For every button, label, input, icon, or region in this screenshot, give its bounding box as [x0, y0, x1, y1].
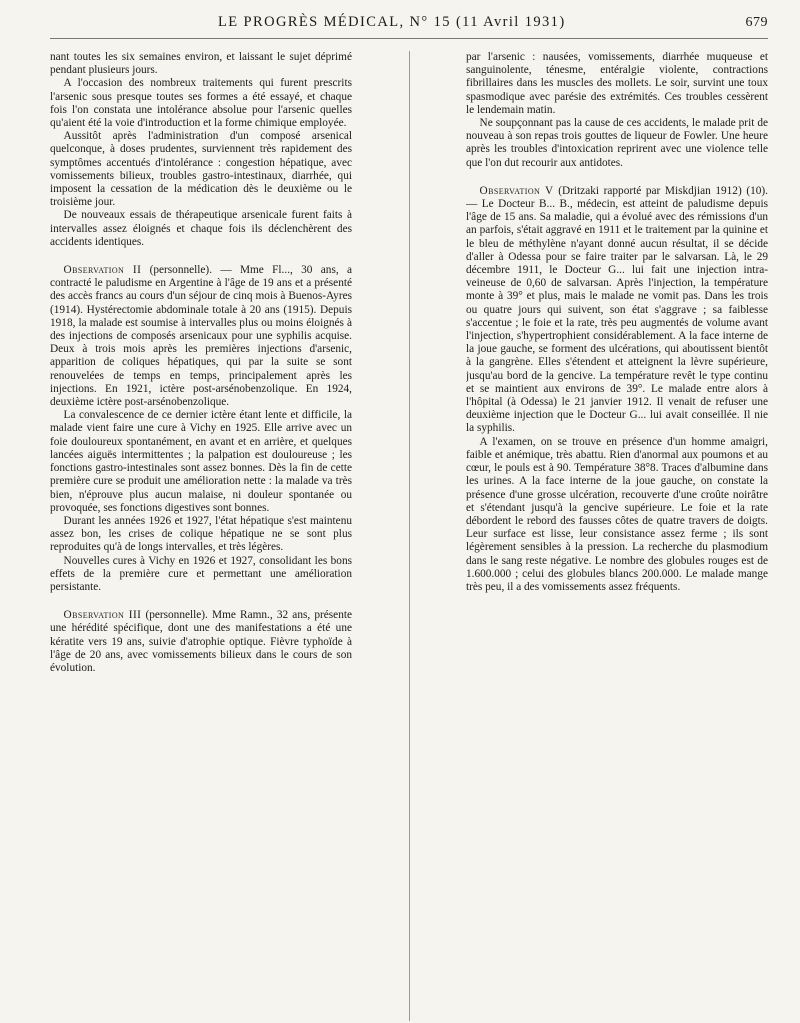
body-paragraph: Durant les années 1926 et 1927, l'état hépatique s'est maintenu assez bon, les crises de colique hépatique ne se sont plus reproduites qu'à de longs intervalles, et très légères. [50, 514, 352, 554]
body-paragraph: Aussitôt après l'administration d'un composé arsenical quelconque, à doses prudentes, surviennent très rapidement des symptômes accentués d'intolérance : congestion hépatique, avec vomissements bilieux, troubles gastro-intestinaux, diarrhée, qui imposent la cessation de la médication dès le deuxième ou le troisième jour. [50, 130, 352, 209]
left-column [50, 51, 352, 1021]
observation-text: (Dritzaki rapporté par Miskdjian 1912) (10). — Le Docteur B... B., médecin, est atteint de paludisme depuis l'âge de 15 ans. Sa maladie, qui a évolué avec des rémissions d'un an parfois, s'était aggravé en 1911 et le traitement par la quinine et le bleu de méthylène n'ayant donné aucun résultat, il se décide d'aller à Odessa pour se faire traiter par le salvarsan. Là, le 29 décembre 1911, le Docteur G... lui fait une injection intra-veineuse de 0,60 de salvarsan. Après l'injection, la température monte à 39° et plus, mais le malade ne vomit pas. Dans les trois ou quatre jours qui suivent, son état s'aggrave ; sa faiblesse s'accentue ; le foie et la rate, très peu augmentés de volume avant l'injection, s'hypertrophient considérablement. A la face interne de la joue gauche, se forment des ulcérations, qui aboutissent bientôt à la gangrène. Elles s'étendent et atteignent la lèvre supérieure, jusqu'au bord de la gencive. La température revêt le type continu et se maintient aux environs de 39°. Le malade entre alors à l'hôpital (à Odessa) le 21 janvier 1912. Il venait de refuser une deuxième injection que le Docteur G... lui avait conseillée. Il nie la syphilis. [466, 184, 768, 435]
column-divider [409, 51, 410, 1021]
observation-3 [50, 609, 352, 675]
body-paragraph: Ne soupçonnant pas la cause de ces accidents, le malade prit de nouveau à son repas trois gouttes de liqueur de Fowler. Une heure après les troubles d'intoxication reprirent avec une violence telle que l'on dut recourir aux antidotes. [466, 117, 768, 169]
observation-label: Observation III [63, 609, 142, 622]
observation-text: (personnelle). Mme Ramn., 32 ans, présente une hérédité spécifique, dont une des manifestations a été une kératite vers 19 ans, suivie d'atrophie optique. Fièvre typhoïde à l'âge de 20 ans, avec vomissements bilieux dans le cours de son évolution. [50, 609, 352, 674]
observation-2 [50, 264, 352, 409]
page-number: 679 [745, 15, 768, 30]
body-paragraph: A l'occasion des nombreux traitements qui furent prescrits l'arsenic sous presque toutes ses formes a été essayé, et chaque fois l'on constata une intolérance absolue pour l'arsenic quelles qu'aient été la voie d'introduction et la forme chimique employée. [50, 77, 352, 130]
observation-label: Observation II [63, 264, 142, 277]
right-column [466, 51, 768, 1021]
body-paragraph: A l'examen, on se trouve en présence d'un homme amaigri, faible et anémique, très abattu. Rien d'anormal aux poumons et au cœur, le pouls est à 90. Température 38°8. Traces d'albumine dans les urines. A la face interne de la joue gauche, on constate la présence d'une grosse ulcération, recouverte d'une croûte noirâtre et s'étendant jusqu'à la gencive supérieure. Le foie et la rate débordent le rebord des fausses côtes de quatre travers de doigts. Leur surface est lisse, leur consistance assez ferme ; ils sont légèrement sensibles à la pression. La recherche du plasmodium dans le sang reste négative. Le nombre des globules rouges est de 1.600.000 ; celui des globules blancs 200.000. Le malade mange très peu, il a des vomissements assez fréquents. [466, 435, 768, 593]
journal-title: LE PROGRÈS MÉDICAL, N° 15 (11 Avril 1931) [218, 14, 566, 30]
observation-label: Observation V [479, 184, 554, 197]
body-paragraph: Nouvelles cures à Vichy en 1926 et 1927, consolidant les bons effets de la première cure et permettant une amélioration persistante. [50, 554, 352, 593]
body-paragraph: La convalescence de ce dernier ictère étant lente et difficile, la malade vient faire une cure à Vichy en 1925. Elle arrive avec un foie douloureux spontanément, en avant et en arrière, et quelques lancées aiguës intermittentes ; la palpation est douloureuse ; les fonctions gastro-intestinales sont assez bonnes. Dès la fin de cette première cure se produit une amélioration nette : la malade va très bien, n'éprouve plus aucun malaise, ni douleur spontanée ou provoquée, ses fonctions digestives sont bonnes. [50, 409, 352, 514]
body-paragraph: nant toutes les six semaines environ, et laissant le sujet déprimé pendant plusieurs jours. [50, 51, 352, 77]
two-column-body [50, 51, 768, 1021]
body-paragraph: De nouveaux essais de thérapeutique arsenicale furent faits à intervalles assez éloignés et chaque fois ils déclenchèrent des accidents identiques. [50, 209, 352, 248]
observation-5 [466, 185, 768, 436]
observation-text: (personnelle). — Mme Fl..., 30 ans, a contracté le paludisme en Argentine à l'âge de 19 ans et a présenté des accès francs au cours d'un séjour de cinq mois à Buenos-Ayres (1914). Hystérectomie abdominale totale à 20 ans (1915). Depuis 1918, la malade est soumise à intervalles plus ou moins éloignés à des injections de composés arsenicaux pour une syphilis acquise. Deux à trois mois après les premières injections d'arsenic, apparition de coliques hépatiques, qui par la suite se sont renouvelées de temps en temps, principalement après les injections. En 1921, ictère post-arsénobenzolique. En 1924, deuxième ictère post-arsénobenzolique. [50, 264, 352, 409]
running-header [50, 14, 768, 39]
body-paragraph: par l'arsenic : nausées, vomissements, diarrhée muqueuse et sanguinolente, ténesme, entéralgie violente, contractions fibrillaires dans les muscles des mollets. Le soir, survint une toux spasmodique avec parésie des extrémités. Ces troubles cessèrent le lendemain matin. [466, 51, 768, 116]
